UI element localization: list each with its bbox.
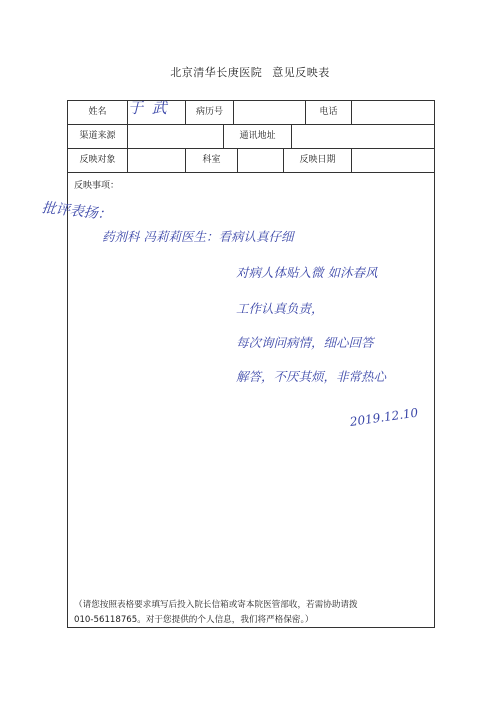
- form-name: 意见反映表: [272, 66, 330, 79]
- form-row-target: [68, 149, 434, 173]
- name-label: 姓名: [68, 101, 128, 124]
- handwriting-date: 2019.12.10: [349, 405, 420, 429]
- handwriting-line-4: 每次询问病情，细心回答: [236, 335, 374, 350]
- date-label: 反映日期: [284, 149, 352, 172]
- channel-label: 渠道来源: [68, 125, 128, 148]
- matters-label: 反映事项：: [74, 181, 120, 191]
- form-title: [0, 64, 500, 80]
- name-handwriting: 于 武: [128, 99, 169, 117]
- handwriting-category: 批评表扬：: [41, 200, 113, 224]
- footer-note-line-2: 010-56118765。对于您提供的个人信息，我们将严格保密。）: [74, 615, 314, 625]
- phone-field[interactable]: [352, 101, 434, 124]
- channel-field[interactable]: [128, 125, 224, 148]
- handwriting-line-5: 解答，不厌其烦，非常热心: [236, 369, 387, 384]
- hospital-name: 北京清华长庚医院: [170, 66, 263, 79]
- target-label: 反映对象: [68, 149, 128, 172]
- form-row-name: [68, 101, 434, 125]
- dept-label: 科室: [186, 149, 238, 172]
- record-label: 病历号: [186, 101, 234, 124]
- address-field[interactable]: [292, 125, 434, 148]
- address-label: 通讯地址: [224, 125, 292, 148]
- phone-label: 电话: [306, 101, 352, 124]
- footer-note-line-1: （请您按照表格要求填写后投入院长信箱或寄本院医管部收，若需协助请拨: [74, 600, 358, 610]
- target-field[interactable]: [128, 149, 186, 172]
- name-field[interactable]: [128, 101, 186, 124]
- dept-field[interactable]: [238, 149, 284, 172]
- handwriting-line-3: 工作认真负责，: [236, 301, 324, 316]
- handwriting-line-1: 药剂科 冯莉莉医生：看病认真仔细: [102, 229, 294, 244]
- record-field[interactable]: [234, 101, 306, 124]
- matters-area[interactable]: [41, 191, 434, 591]
- date-field[interactable]: [352, 149, 434, 172]
- footer-note: [74, 598, 430, 628]
- feedback-form: [41, 99, 435, 628]
- handwriting-line-2: 对病人体贴入微 如沐春风: [236, 265, 378, 280]
- form-row-channel: [68, 125, 434, 149]
